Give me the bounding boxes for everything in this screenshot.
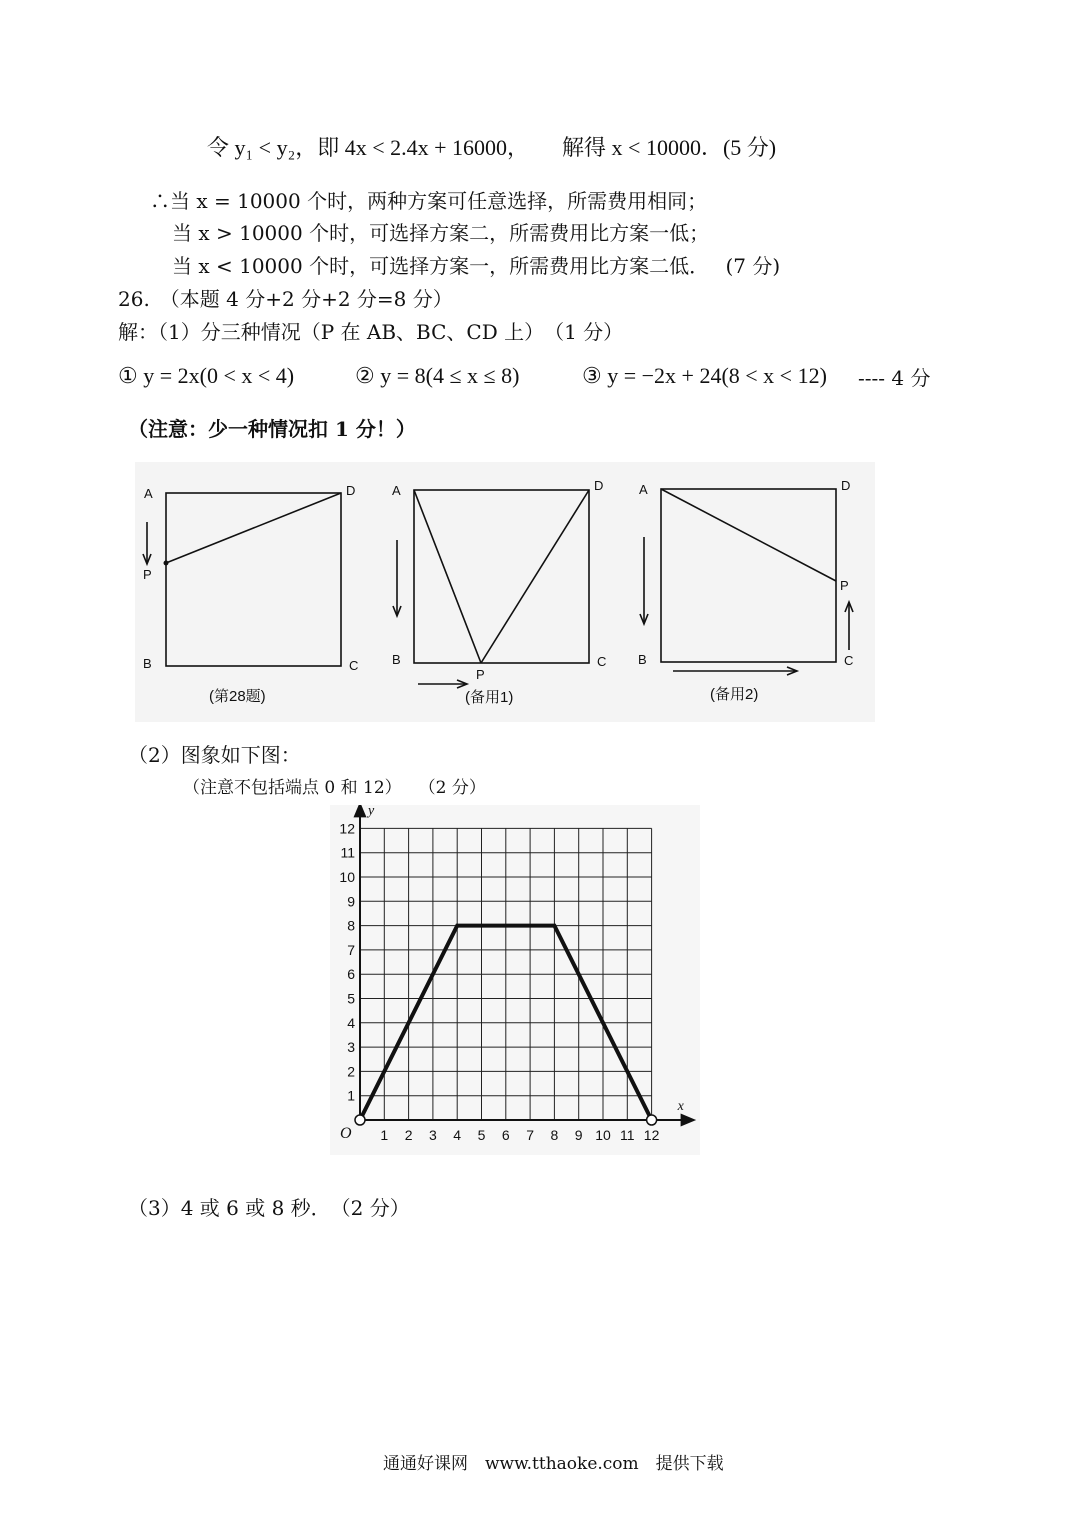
x-tick-label: 3	[429, 1127, 437, 1143]
solution-part-1: 解：（1）分三种情况（P 在 AB、BC、CD 上） （1 分）	[118, 320, 624, 344]
fig3-label-c: C	[844, 653, 854, 668]
fig3-label-p: P	[840, 578, 849, 593]
fig3-label-a: A	[639, 482, 648, 497]
y-tick-label: 6	[347, 966, 355, 983]
y-tick-label: 12	[339, 820, 355, 837]
x-tick-label: 1	[380, 1127, 389, 1143]
fig2-label-c: C	[597, 654, 607, 669]
x-tick-label: 10	[595, 1127, 611, 1143]
solution-part-3: （3）4 或 6 或 8 秒． （2 分）	[128, 1196, 410, 1220]
fig1-label-b: B	[143, 656, 152, 671]
y-tick-label: 10	[339, 869, 355, 885]
fig1-point-p	[164, 561, 169, 566]
open-endpoint	[647, 1115, 657, 1125]
x-tick-label: 12	[643, 1127, 660, 1143]
y-tick-label: 2	[347, 1063, 355, 1080]
y-axis-label: y	[368, 805, 375, 819]
conclusion-line-less: 当 x < 10000 个时，可选择方案一，所需费用比方案二低． (7 分)	[172, 254, 781, 278]
fig3-label-b: B	[638, 652, 647, 667]
y-tick-label: 11	[340, 844, 355, 861]
y-tick-label: 4	[347, 1014, 355, 1031]
x-axis-label: x	[677, 1099, 684, 1114]
x-tick-label: 5	[477, 1127, 486, 1143]
case-score: ---- 4 分	[858, 366, 931, 390]
fig3-caption: (备用2)	[710, 686, 759, 703]
open-endpoint	[355, 1115, 365, 1125]
conclusion-line-equal: ∴当 x = 10000 个时，两种方案可任意选择，所需费用相同；	[150, 189, 708, 213]
x-tick-label: 11	[620, 1127, 635, 1143]
x-tick-label: 9	[574, 1127, 583, 1143]
fig2-label-p: P	[476, 667, 485, 682]
case-2-formula: ② y = 8(4 ≤ x ≤ 8)	[355, 363, 520, 388]
y-tick-label: 8	[347, 917, 355, 934]
case-3-formula: ③ y = −2x + 24(8 < x < 12)	[582, 363, 827, 388]
note-deduction: （注意：少一种情况扣 1 分！）	[128, 417, 416, 441]
square-diagrams	[135, 462, 875, 722]
y-tick-label: 9	[347, 893, 355, 910]
fig1-label-d: D	[346, 483, 356, 498]
x-tick-label: 6	[501, 1127, 510, 1143]
fig2-caption: (备用1)	[465, 689, 514, 706]
x-tick-label: 2	[404, 1127, 413, 1143]
function-graph	[330, 805, 700, 1155]
note-endpoints: （注意不包括端点 0 和 12） （2 分）	[183, 778, 486, 798]
y-tick-label: 1	[347, 1087, 355, 1104]
y-tick-label: 5	[347, 990, 355, 1007]
fig3-label-d: D	[841, 478, 851, 493]
solution-part-2: （2）图象如下图：	[128, 743, 301, 767]
fig2-label-d: D	[594, 478, 604, 493]
y-tick-label: 7	[347, 941, 355, 958]
fig1-label-p: P	[143, 567, 152, 582]
fig2-label-a: A	[392, 483, 401, 498]
origin-label: O	[340, 1125, 352, 1142]
case-1-formula: ① y = 2x(0 < x < 4)	[118, 363, 295, 388]
x-tick-label: 7	[526, 1127, 534, 1143]
fig2-label-b: B	[392, 652, 401, 667]
footer-source: 通通好课网 www.tthaoke.com 提供下载	[383, 1454, 724, 1474]
conclusion-line-greater: 当 x > 10000 个时，可选择方案二，所需费用比方案一低；	[172, 221, 710, 245]
x-tick-label: 4	[453, 1127, 462, 1143]
y-tick-label: 3	[347, 1039, 355, 1056]
fig1-label-c: C	[349, 658, 359, 673]
fig1-label-a: A	[144, 486, 153, 501]
inequality-line: 令 y₁ < y₂，即 4x < 2.4x + 16000， 解得 x < 10000．(5 分)	[207, 135, 777, 160]
question-26-header: 26. （本题 4 分+2 分+2 分=8 分）	[118, 287, 453, 311]
fig1-caption: (第28题)	[209, 688, 266, 705]
x-tick-label: 8	[550, 1127, 559, 1143]
